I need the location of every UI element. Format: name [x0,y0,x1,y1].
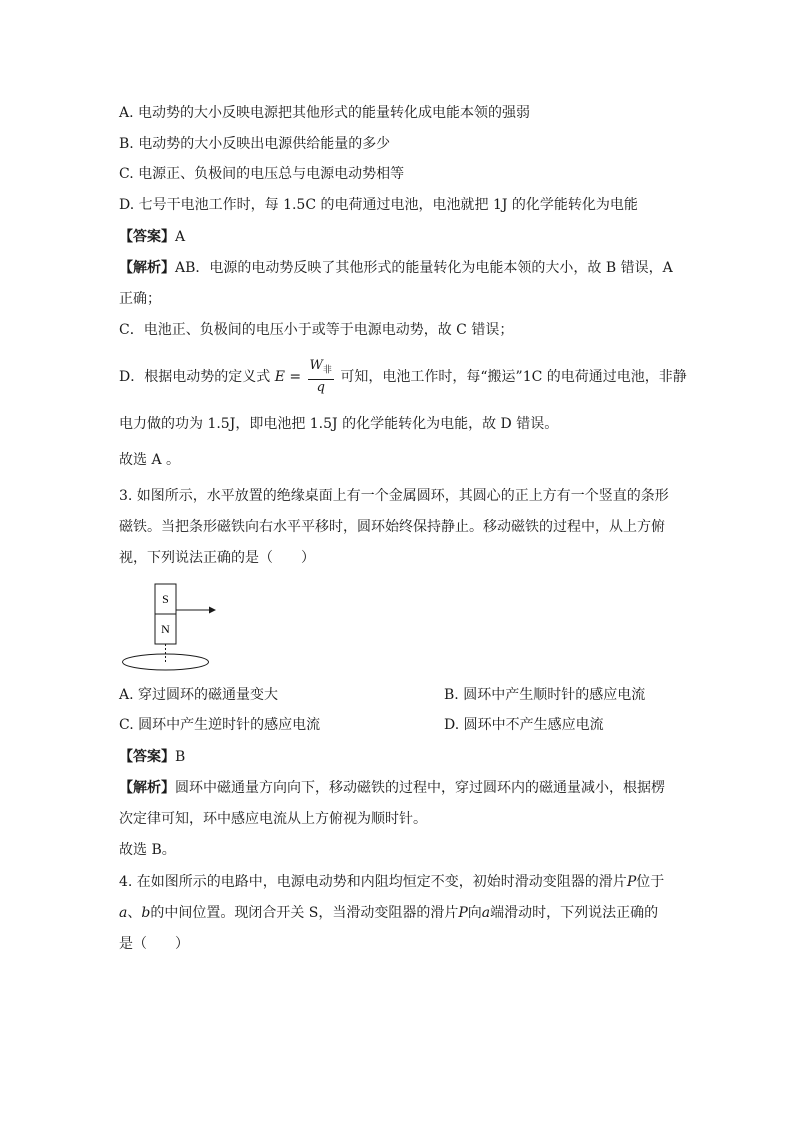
q3-option-a: A. 穿过圆环的磁通量变大 [119,687,279,703]
q3-analysis-tag: 【解析】 [119,780,175,796]
analysis-text-1: AB．电源的电动势反映了其他形式的能量转化为电能本领的大小，故 B 错误，A [175,260,673,276]
pole-s-label: S [162,592,169,606]
answer-tag: 【答案】 [119,229,175,245]
magnet-ring-figure [119,580,219,675]
q3-option-d: D. 圆环中不产生感应电流 [444,717,604,733]
formula-denominator: q [316,379,325,395]
q3-answer-value: B [175,749,186,765]
formula-lhs: E = [274,369,302,385]
question3-line-1: 3. 如图所示，水平放置的绝缘桌面上有一个金属圆环，其圆心的正上方有一个竖直的条形 [119,488,669,504]
option-a: A. 电动势的大小反映电源把其他形式的能量转化成电能本领的强弱 [119,105,531,121]
q3-analysis-line-2: 次定律可知，环中感应电流从上方俯视为顺时针。 [119,811,427,827]
conclusion-q2: 故选 A 。 [119,452,181,468]
q4-slider-p: P [626,874,637,890]
q4-slider-p-2: P [458,905,468,921]
q4-text-1: 4. 在如图所示的电路中，电源电动势和内阻均恒定不变，初始时滑动变阻器的滑片 [119,874,627,890]
analysis-line-1 [119,258,673,278]
analysis-tag: 【解析】 [119,260,175,276]
q3-answer-line [119,747,185,767]
option-d: D. 七号干电池工作时，每 1.5C 的电荷通过电池，电池就把 1J 的化学能转化为电能 [119,197,638,213]
analysis-text-4-post: 可知，电池工作时，每“搬运”1C 的电荷通过电池，非静 [340,369,687,385]
formula-subscript: 非 [322,365,332,376]
formula-numerator: $W_非$ [308,358,334,380]
q4-text-1-end: 位于 [636,874,665,890]
question4-line-1 [119,872,664,892]
analysis-line-3: C．电池正、负极间的电压小于或等于电源电动势，故 C 错误； [119,322,514,338]
analysis-text-4-pre: D．根据电动势的定义式 [119,369,271,385]
q4-point-a: a [119,905,128,921]
q3-option-b: B. 圆环中产生顺时针的感应电流 [444,687,646,703]
pole-n-label: N [161,622,170,636]
q4-point-a-2: a [481,905,491,921]
emf-formula [275,357,336,397]
question3-line-3: 视，下列说法正确的是（ ） [119,550,315,566]
q3-analysis-text-1: 圆环中磁通量方向向下，移动磁铁的过程中，穿过圆环内的磁通量减小，根据楞 [175,780,665,796]
q3-analysis-line-1 [119,778,665,798]
question3-line-2: 磁铁。当把条形磁铁向右水平平移时，圆环始终保持静止。移动磁铁的过程中，从上方俯 [119,519,665,535]
answer-value: A [175,229,186,245]
question4-line-3: 是（ ） [119,936,189,952]
q3-answer-tag: 【答案】 [119,749,175,765]
q4-text-2-mid: 的中间位置。现闭合开关 S，当滑动变阻器的滑片 [150,905,459,921]
q4-sep: 、 [127,905,142,921]
option-b: B. 电动势的大小反映出电源供给能量的多少 [119,136,391,152]
q4-text-2-to: 向 [467,905,482,921]
question4-line-2 [119,903,658,923]
motion-arrow-head [209,607,216,614]
answer-line [119,227,185,247]
formula-fraction [308,358,334,396]
q3-option-c: C. 圆环中产生逆时针的感应电流 [119,717,321,733]
analysis-line-5: 电力做的功为 1.5J，即电池把 1.5J 的化学能转化为电能，故 D 错误。 [119,416,559,432]
option-c: C. 电源正、负极间的电压总与电源电动势相等 [119,166,405,182]
analysis-line-4 [119,357,687,397]
analysis-line-2: 正确； [119,291,161,307]
q3-conclusion: 故选 B。 [119,842,176,858]
q4-point-b: b [141,905,151,921]
q4-text-2-end: 端滑动时，下列说法正确的 [490,905,659,921]
